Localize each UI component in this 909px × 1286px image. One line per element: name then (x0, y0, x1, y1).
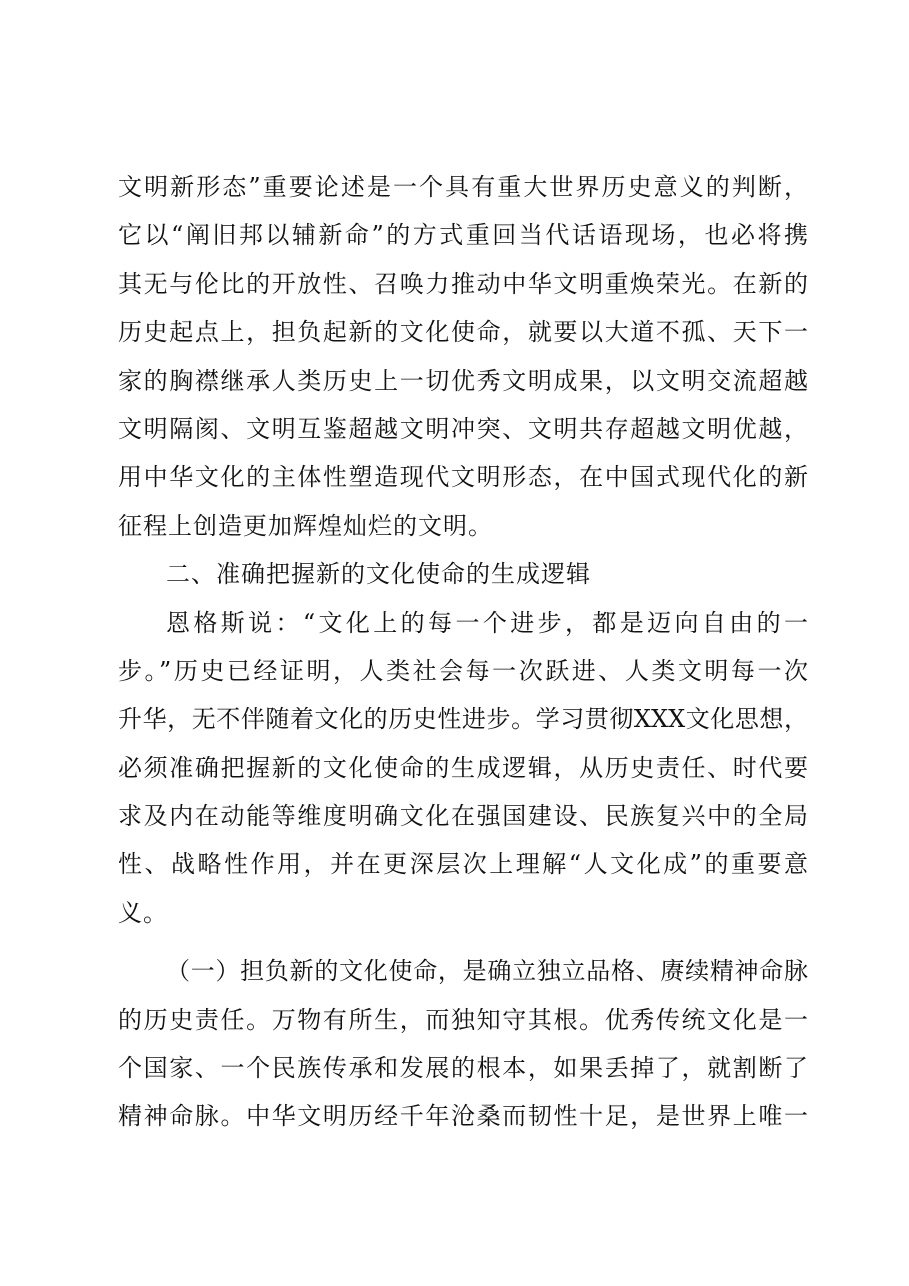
text-line: 性、战略性作用，并在更深层次上理解“人文化成”的重要意 (118, 850, 808, 879)
paragraph-continuation (118, 163, 808, 550)
text-line: 升华，无不伴随着文化的历史性进步。学习贯彻XXX文化思想， (118, 705, 808, 734)
section-heading (118, 550, 808, 598)
text-line: 步。”历史已经证明，人类社会每一次跃进、人类文明每一次 (118, 656, 808, 685)
text-line: 家的胸襟继承人类历史上一切优秀文明成果，以文明交流超越 (118, 366, 808, 395)
text-line: 其无与伦比的开放性、召唤力推动中华文明重焕荣光。在新的 (118, 269, 808, 298)
text-line: 的历史责任。万物有所生，而独知守其根。优秀传统文化是一 (118, 1005, 808, 1034)
text-line: 精神命脉。中华文明历经千年沧桑而韧性十足，是世界上唯一 (118, 1102, 808, 1131)
text-line: 它以“阐旧邦以辅新命”的方式重回当代话语现场，也必将携 (118, 221, 808, 250)
text-line: 文明隔阂、文明互鉴超越文明冲突、文明共存超越文明优越， (118, 414, 808, 443)
heading-text: 二、准确把握新的文化使命的生成逻辑 (166, 560, 591, 589)
text-line: （一）担负新的文化使命，是确立独立品格、赓续精神命脉 (166, 957, 808, 986)
text-line: 用中华文化的主体性塑造现代文明形态，在中国式现代化的新 (118, 463, 808, 492)
text-line: 历史起点上，担负起新的文化使命，就要以大道不孤、天下一 (118, 318, 808, 347)
text-line: 恩格斯说：“文化上的每一个进步，都是迈向自由的一 (166, 608, 808, 637)
paragraph-subsection-one (118, 947, 808, 1141)
text-line: 义。 (118, 898, 168, 927)
text-line: 文明新形态”重要论述是一个具有重大世界历史意义的判断， (118, 173, 808, 201)
text-line: 个国家、一个民族传承和发展的根本，如果丢掉了，就割断了 (118, 1054, 808, 1083)
paragraph-engels (118, 599, 808, 938)
text-line: 求及内在动能等维度明确文化在强国建设、民族复兴中的全局 (118, 802, 808, 831)
text-line: 必须准确把握新的文化使命的生成逻辑，从历史责任、时代要 (118, 753, 808, 782)
text-line: 征程上创造更加辉煌灿烂的文明。 (118, 511, 493, 540)
document-body (118, 163, 808, 1141)
